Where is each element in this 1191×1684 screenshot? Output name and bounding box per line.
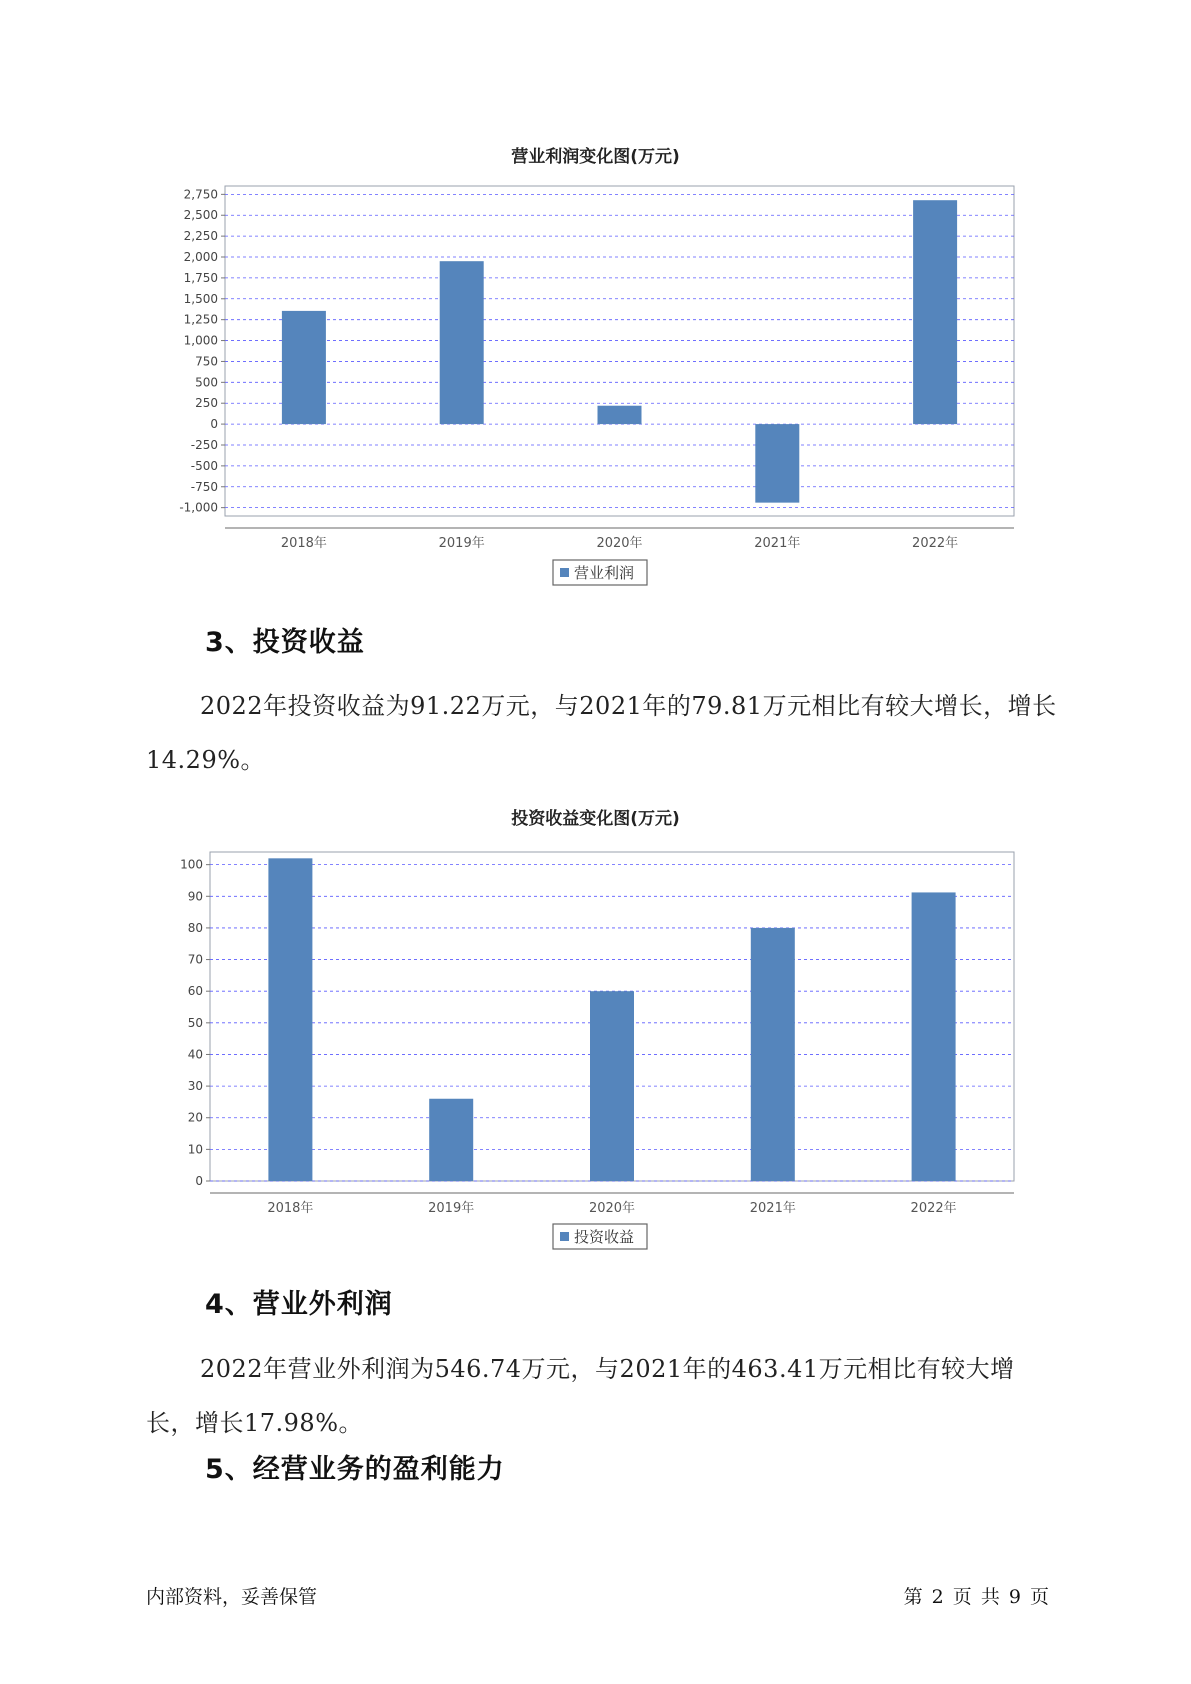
x-tick-label: 2021年 [749,1201,796,1216]
chart2-title: 投资收益变化图(万元) [511,809,680,829]
x-tick-label: 2022年 [910,1201,957,1216]
y-tick-label: 0 [195,1174,203,1188]
y-tick-label: 1,500 [183,291,218,306]
y-tick-label: 2,500 [183,208,218,223]
footer-confidential-note: 内部资料，妥善保管 [146,1586,318,1608]
y-tick-label: 500 [195,375,218,390]
y-tick-label: 0 [210,417,218,432]
section-text-non-operating: 2022年营业外利润为546.74万元，与2021年的463.41万元相比有较大增长，增长17.98%。 [146,1355,1015,1437]
x-tick-label: 2021年 [754,536,801,551]
y-tick-label: -1,000 [179,500,218,515]
y-tick-label: 80 [187,920,203,935]
y-tick-label: 10 [187,1142,203,1157]
y-tick-label: 1,250 [183,312,218,327]
y-tick-label: 100 [180,857,203,872]
bar-2019年 [429,1099,473,1181]
y-tick-label: 2,250 [183,229,218,244]
x-tick-label: 2022年 [912,536,959,551]
section-heading-non-operating: 4、营业外利润 [205,1289,393,1320]
x-tick-label: 2020年 [596,536,643,551]
y-tick-label: 90 [187,889,203,904]
y-tick-label: 250 [195,396,218,411]
y-tick-label: -250 [190,437,218,452]
bar-2022年 [912,892,956,1181]
y-tick-label: 70 [187,952,203,967]
y-tick-label: -750 [190,479,218,494]
x-tick-label: 2020年 [588,1201,636,1216]
y-tick-label: 30 [187,1079,203,1094]
y-tick-label: 750 [195,354,218,369]
legend-label: 投资收益 [574,1228,635,1246]
y-tick-label: 50 [187,1015,203,1030]
x-tick-label: 2018年 [280,536,327,551]
section-text-investment: 2022年投资收益为91.22万元，与2021年的79.81万元相比有较大增长，增长14.29%。 [146,692,1057,774]
section-heading-profitability: 5、经营业务的盈利能力 [205,1454,505,1485]
y-tick-label: 2,000 [183,250,218,265]
bar-2018年 [268,858,312,1181]
x-tick-label: 2019年 [438,536,485,551]
section-heading-investment: 3、投资收益 [205,627,365,658]
y-tick-label: 20 [187,1110,203,1125]
y-tick-label: 2,750 [183,187,218,202]
chart1-title: 营业利润变化图(万元) [511,147,680,167]
footer-page-number: 第 2 页 共 9 页 [903,1586,1049,1608]
legend-swatch [560,1232,569,1241]
bar-2020年 [590,991,634,1181]
y-tick-label: 1,750 [183,270,218,285]
y-tick-label: 60 [187,984,203,999]
legend-label: 营业利润 [574,564,635,582]
y-tick-label: 1,000 [183,333,218,348]
y-tick-label: 40 [187,1047,203,1062]
x-tick-label: 2019年 [428,1201,475,1216]
x-tick-label: 2018年 [267,1201,314,1216]
bar-2021年 [751,928,795,1181]
y-tick-label: -500 [190,458,218,473]
